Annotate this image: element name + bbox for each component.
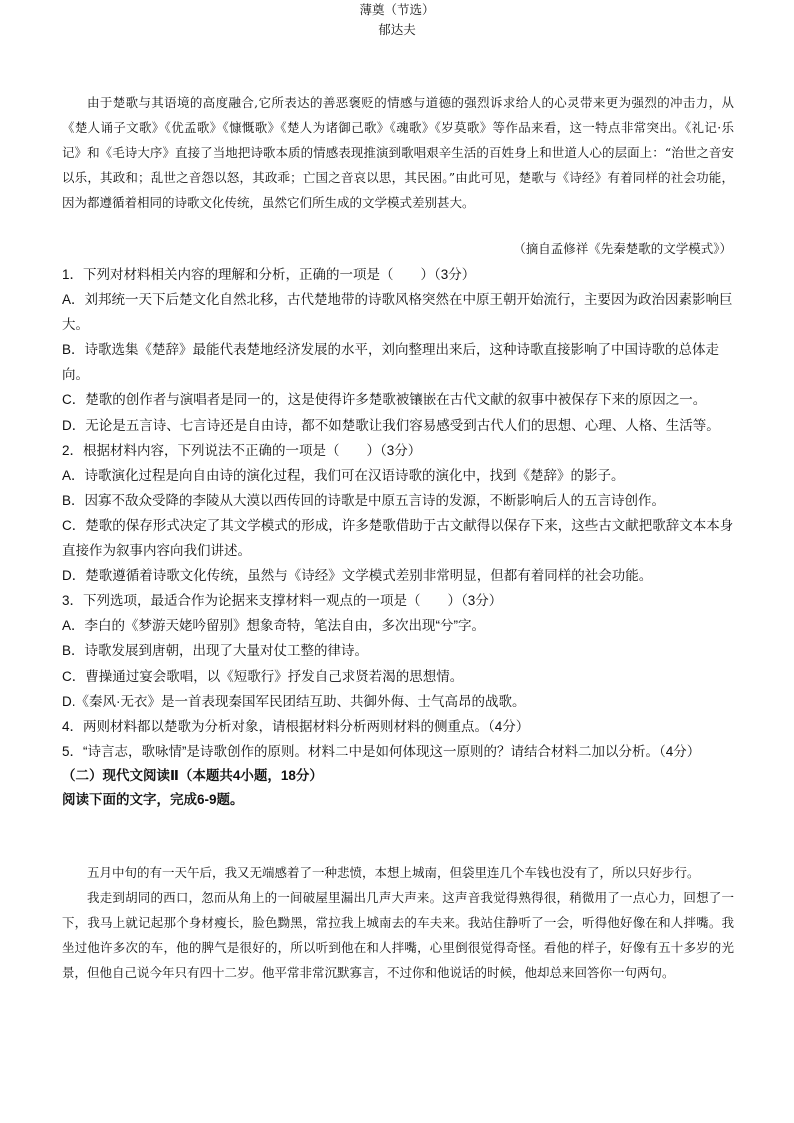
question-3-option-c: C．曹操通过宴会歌唱，以《短歌行》抒发自己求贤若渴的思想情。 bbox=[62, 668, 464, 684]
question-2-option-c: C．楚歌的保存形式决定了其文学模式的形成，许多楚歌借助于古文献得以保存下来，这些古文献把歌辞文本本身直接作为叙事内容向我们讲述。 bbox=[62, 517, 734, 559]
source-note: （摘自孟修祥《先秦楚歌的文学模式》） bbox=[513, 241, 732, 256]
section-header bbox=[62, 764, 734, 812]
story-paragraph: 我走到胡同的西口，忽而从角上的一间破屋里漏出几声大声来。这声音我觉得熟得很，稍微用了一点心力，回想了一下，我马上就记起那个身材瘦长，脸色黝黑，常拉我上城南去的车夫来。我站住静听了一会，听得他好像在和人拌嘴。我坐过他许多次的车，他的脾气是很好的，所以听到他在和人拌嘴，心里倒很觉得奇怪。看他的样子，好像有五十多岁的光景，但他自己说今年只有四十二岁。他平常非常沉默寡言，不过你和他说话的时候，他却总来回答你一句两句。 bbox=[62, 890, 734, 980]
question-2-stem: 2．根据材料内容，下列说法不正确的一项是（ ）（3分） bbox=[62, 442, 422, 458]
question-1-option-b: B．诗歌选集《楚辞》最能代表楚地经济发展的水平，刘向整理出来后，这种诗歌直接影响了中国诗歌的总体走向。 bbox=[62, 342, 720, 383]
question-1-option-a: A．刘邦统一天下后楚文化自然北移，古代楚地带的诗歌风格突然在中原王朝开始流行，主要因为政治因素影响巨大。 bbox=[62, 292, 733, 333]
section-heading: （二）现代文阅读Ⅱ（本题共4小题，18分） bbox=[62, 768, 323, 783]
question-3-option-b: B．诗歌发展到唐朝，出现了大量对仗工整的律诗。 bbox=[62, 643, 369, 659]
section-instruction: 阅读下面的文字，完成6-9题。 bbox=[62, 792, 244, 807]
question-2-option-d: D．楚歌遵循着诗歌文化传统，虽然与《诗经》文学模式差别非常明显，但都有着同样的社会功能。 bbox=[62, 568, 653, 584]
question-5: 5．“诗言志，歌咏情”是诗歌创作的原则。材料二中是如何体现这一原则的？请结合材料二加以分析。（4分） bbox=[62, 743, 701, 759]
material-intro-paragraph: 由于楚歌与其语境的高度融合,它所表达的善恶褒贬的情感与道德的强烈诉求给人的心灵带来更为强烈的冲击力，从《楚人诵子文歌》《优孟歌》《慷慨歌》《楚人为诸御己歌》《魂歌》《岁莫歌》等作品来看，这一特点非常突出。《礼记·乐记》和《毛诗大序》直接了当地把诗歌本质的情感表现推演到歌唱艰辛生活的百姓身上和世道人心的层面上：“治世之音安以乐，其政和；乱世之音怨以怒，其政乖；亡国之音哀以思，其民困。”由此可见，楚歌与《诗经》有着同样的社会功能，因为都遵循着相同的诗歌文化传统，虽然它们所生成的文学模式差别甚大。 bbox=[62, 95, 734, 210]
question-1-stem: 1．下列对材料相关内容的理解和分析，正确的一项是（ ）（3分） bbox=[62, 267, 476, 282]
question-4: 4．两则材料都以楚歌为分析对象，请根据材料分析两则材料的侧重点。（4分） bbox=[62, 718, 530, 734]
question-list bbox=[62, 262, 734, 764]
story-body bbox=[62, 860, 734, 985]
question-3-stem: 3．下列选项，最适合作为论据来支撑材料一观点的一项是（ ）（3分） bbox=[62, 593, 503, 609]
question-3-option-a: A．李白的《梦游天姥吟留别》想象奇特，笔法自由，多次出现“兮”字。 bbox=[62, 618, 485, 634]
question-1-option-c: C．楚歌的创作者与演唱者是同一的，这是使得许多楚歌被镶嵌在古代文献的叙事中被保存下来的原因之一。 bbox=[62, 392, 707, 408]
question-2-option-a: A．诗歌演化过程是向自由诗的演化过程，我们可在汉语诗歌的演化中，找到《楚辞》的影子。 bbox=[62, 467, 625, 483]
question-2-option-b: B．因寡不敌众受降的李陵从大漠以西传回的诗歌是中原五言诗的发源，不断影响后人的五言诗创作。 bbox=[62, 492, 666, 508]
question-3-option-d: D.《秦风·无衣》是一首表现秦国军民团结互助、共御外侮、士气高昂的战歌。 bbox=[62, 693, 526, 709]
story-paragraph: 五月中旬的有一天午后，我又无端感着了一种悲愤，本想上城南，但袋里连几个车钱也没有了，所以只好步行。 bbox=[87, 865, 700, 880]
question-1-option-d: D．无论是五言诗、七言诗还是自由诗，都不如楚歌让我们容易感受到古代人们的思想、心理、人格、生活等。 bbox=[62, 417, 720, 433]
story-title: 薄奠（节选） bbox=[359, 2, 435, 17]
story-author: 郁达夫 bbox=[378, 22, 416, 37]
